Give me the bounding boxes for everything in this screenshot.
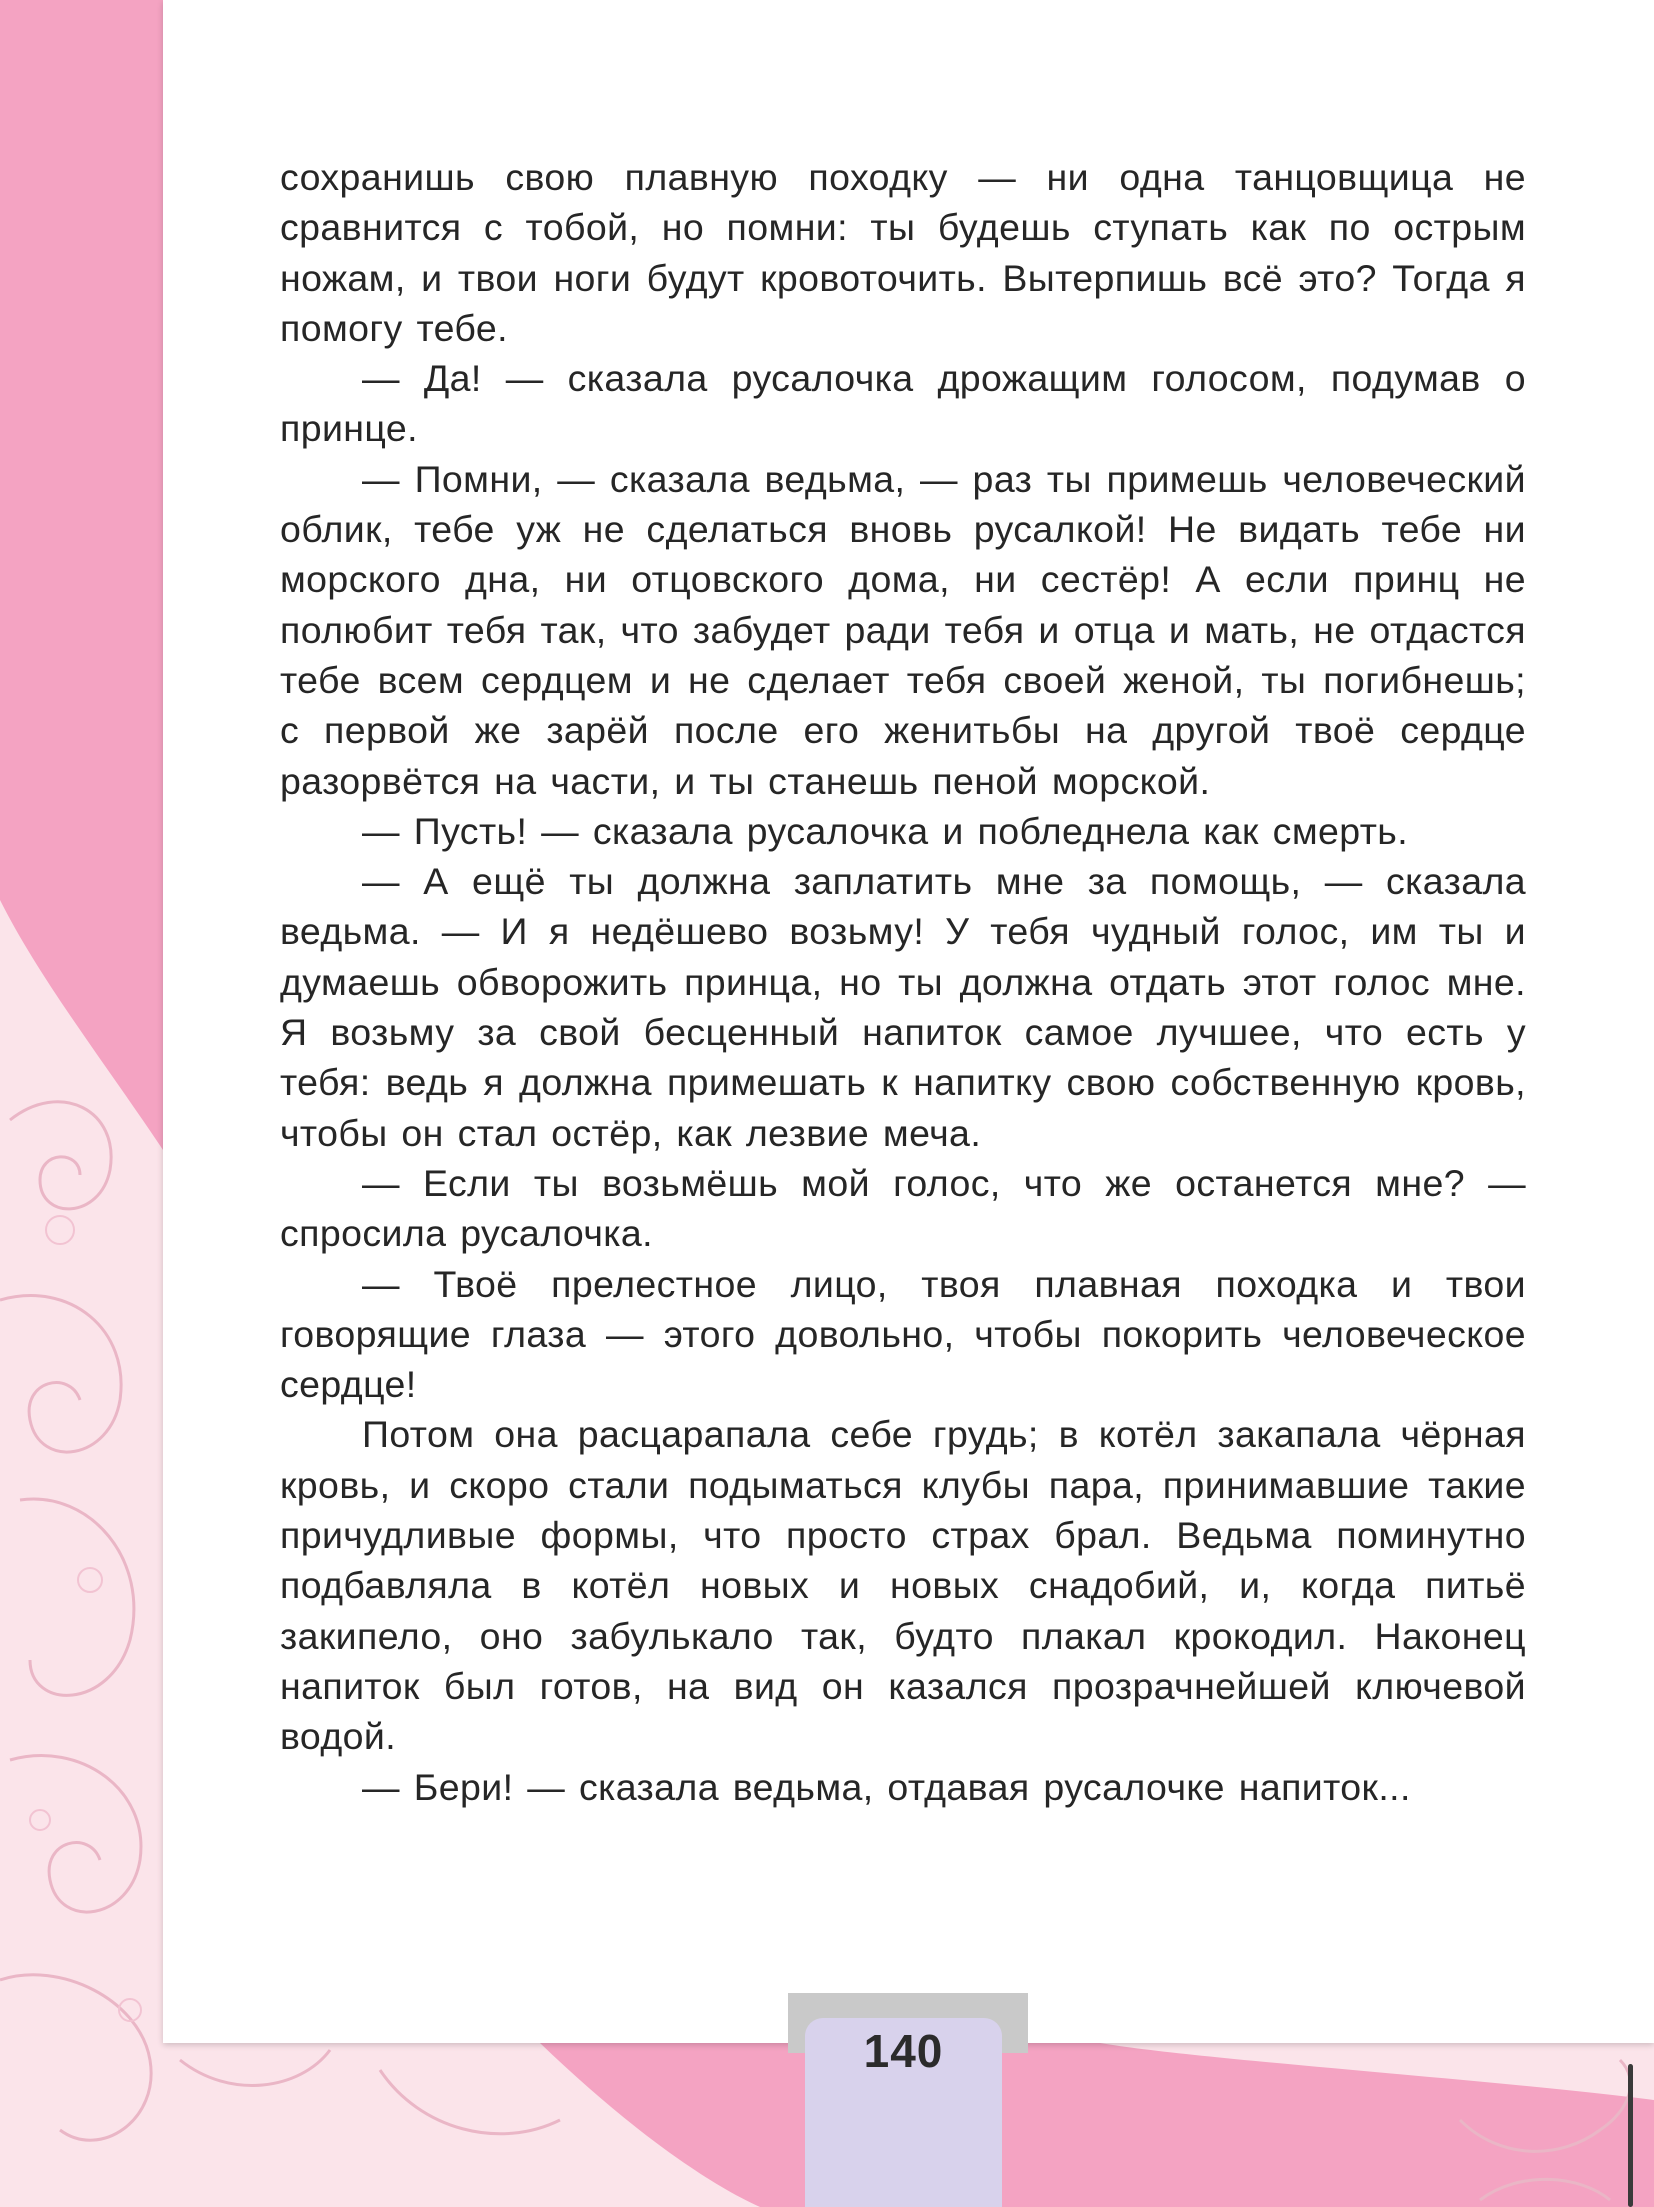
paragraph: — Если ты возьмёшь мой голос, что же останется мне? — спросила русалочка. bbox=[280, 1161, 1526, 1255]
paragraph: сохранишь свою плавную походку — ни одна танцовщица не сравнится с тобой, но помни: ты будешь ступать как по острым ножам, и твои ноги будут кровоточить. Вытерпишь всё это? Тогда я помогу тебе. bbox=[280, 156, 1526, 349]
paragraph: Потом она расцарапала себе грудь; в котёл закапала чёрная кровь, и скоро стали подыматься клубы пара, принимавшие такие причудливые формы, что просто страх брал. Ведьма поминутно подбавляла в котёл новых и новых снадобий, и, когда питьё закипело, оно забулькало так, будто плакал крокодил. Наконец напиток был готов, на вид он казался прозрачнейшей ключевой водой. bbox=[280, 1413, 1526, 1758]
paragraph: — Да! — сказала русалочка дрожащим голосом, подумав о принце. bbox=[280, 357, 1526, 450]
paragraph: — Пусть! — сказала русалочка и побледнела как смерть. bbox=[362, 809, 1409, 852]
page-number: 140 bbox=[863, 2025, 944, 2077]
scroll-indicator[interactable] bbox=[1628, 2064, 1633, 2207]
paragraph: — Твоё прелестное лицо, твоя плавная походка и твои говорящие глаза — этого довольно, чтобы покорить человеческое сердце! bbox=[280, 1262, 1526, 1406]
paragraph: — А ещё ты должна заплатить мне за помощь, — сказала ведьма. — И я недёшево возьму! У тебя чудный голос, им ты и думаешь обворожить принца, но ты должна отдать этот голос мне. Я возьму за свой бесценный напиток самое лучшее, что есть у тебя: ведь я должна примешать к напитку свою собственную кровь, чтобы он стал остёр, как лезвие меча. bbox=[280, 860, 1526, 1154]
paragraph: — Бери! — сказала ведьма, отдавая русалочке напиток... bbox=[362, 1765, 1411, 1808]
story-text bbox=[280, 152, 1526, 1812]
paragraph: — Помни, — сказала ведьма, — раз ты примешь человеческий облик, тебе уж не сделаться вновь русалкой! Не видать тебе ни морского дна, ни отцовского дома, ни сестёр! А если принц не полюбит тебя так, что забудет ради тебя и отца и мать, не отдастся тебе всем сердцем и не сделает тебя своей женой, ты погибнешь; с первой же зарёй после его женитьбы на другой твоё сердце разорвётся на части, и ты станешь пеной морской. bbox=[280, 457, 1526, 802]
